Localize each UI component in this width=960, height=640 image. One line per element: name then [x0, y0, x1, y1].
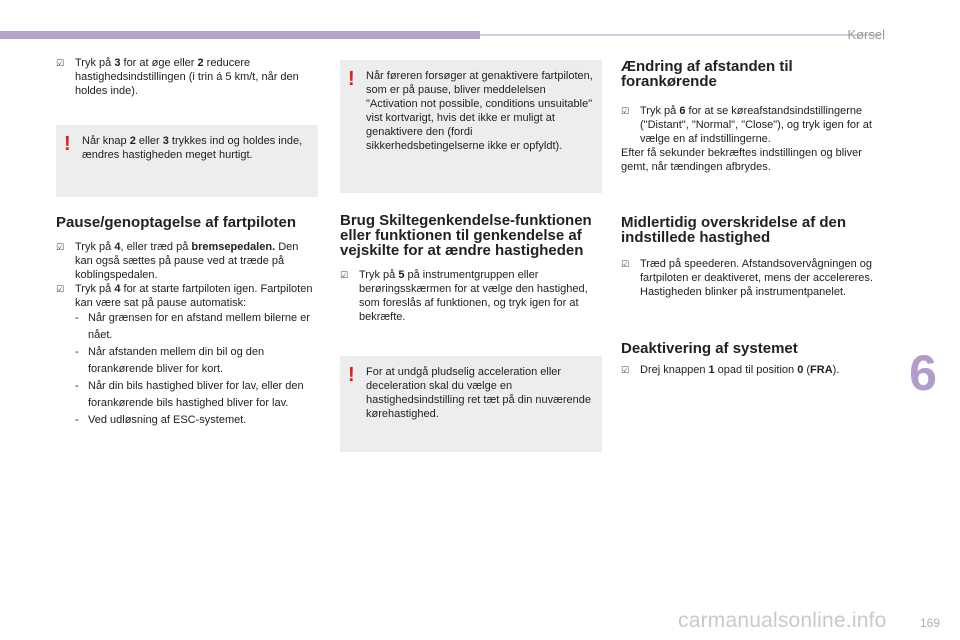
section-heading: Ændring af afstanden til forankørende: [621, 58, 793, 90]
watermark: carmanualsonline.info: [678, 609, 887, 632]
condition-item: - Når afstanden mellem din bil og den forankørende bliver for kort.: [75, 346, 265, 375]
condition-item: - Når grænsen for en afstand mellem bilerne er nået.: [75, 312, 310, 341]
warning-text: Når føreren forsøger at genaktivere fartpiloten, som er på pause, bliver meddelelsen "Activation not possible, conditions unsuitable" vist kortvarigt, hvis det ikke er muligt at genaktivere den (fordi sikkerhedsbetingelserne ikke er opfyldt).: [366, 70, 593, 152]
instruction-step: ☑ Træd på speederen. Afstandsovervågningen og fartpiloten er deaktiveret, mens der accelereres. Hastigheden blinker på instrumentpanelet.: [621, 258, 873, 298]
check-box-icon: ☑: [56, 284, 65, 294]
chapter-number: 6: [909, 345, 937, 401]
condition-item: - Ved udløsning af ESC-systemet.: [75, 414, 247, 426]
instruction-step: ☑ Tryk på 3 for at øge eller 2 reducere hastighedsindstillingen (i trin á 5 km/t, når den holdes inde).: [56, 57, 299, 97]
condition-item: - Når din bils hastighed bliver for lav, eller den forankørende bils hastighed bliver for lav.: [75, 380, 304, 409]
warning-box: [56, 125, 318, 197]
check-box-icon: ☑: [621, 106, 630, 116]
instruction-step: ☑ Tryk på 5 på instrumentgruppen eller berøringsskærmen for at vælge den hastighed, som foreslås af funktionen, og tryk igen for at bekræfte.: [340, 269, 588, 323]
exclamation-icon: !: [348, 68, 355, 90]
warning-text: For at undgå pludselig acceleration eller deceleration skal du vælge en hastighedsindstilling ret tæt på din nuværende kørehastighed.: [366, 366, 592, 420]
check-box-icon: ☑: [340, 270, 349, 280]
check-box-icon: ☑: [56, 242, 65, 252]
check-box-icon: ☑: [621, 365, 630, 375]
warning-box: [340, 60, 602, 193]
exclamation-icon: !: [64, 133, 71, 155]
warning-text: Når knap 2 eller 3 trykkes ind og holdes inde, ændres hastigheden meget hurtigt.: [82, 135, 303, 161]
page-number: 169: [919, 616, 940, 630]
instruction-step: ☑ Drej knappen 1 opad til position 0 (FRA).: [621, 364, 840, 376]
instruction-step: ☑ Tryk på 6 for at se køreafstandsindstillingerne ("Distant", "Normal", "Close"), og tryk igen for at vælge en af indstillingerne.: [621, 105, 872, 145]
section-title: Kørsel: [847, 27, 885, 42]
section-heading: Brug Skiltegenkendelse-funktionen eller funktionen til genkendelse af vejskilte for at ændre hastigheden: [340, 212, 592, 259]
exclamation-icon: !: [348, 364, 355, 386]
section-heading: Deaktivering af systemet: [621, 340, 798, 357]
header-rule: [480, 34, 880, 36]
instruction-step: ☑ Tryk på 4, eller træd på bremsepedalen. Den kan også sættes på pause ved at træde på koblingspedalen.: [56, 241, 299, 281]
warning-box: [340, 356, 602, 452]
check-box-icon: ☑: [621, 259, 630, 269]
column-1: [56, 56, 318, 429]
note-text: Efter få sekunder bekræftes indstillingen og bliver gemt, når tændingen afbrydes.: [621, 147, 862, 173]
check-box-icon: ☑: [56, 58, 65, 68]
section-heading: Pause/genoptagelse af fartpiloten: [56, 214, 297, 231]
section-heading: Midlertidig overskridelse af den indstillede hastighed: [621, 214, 847, 246]
column-2: [340, 60, 602, 452]
header-accent-bar: [0, 31, 480, 39]
column-3: [621, 59, 884, 377]
instruction-step: ☑ Tryk på 4 for at starte fartpiloten igen. Fartpiloten kan være sat på pause automatisk:: [56, 283, 313, 309]
